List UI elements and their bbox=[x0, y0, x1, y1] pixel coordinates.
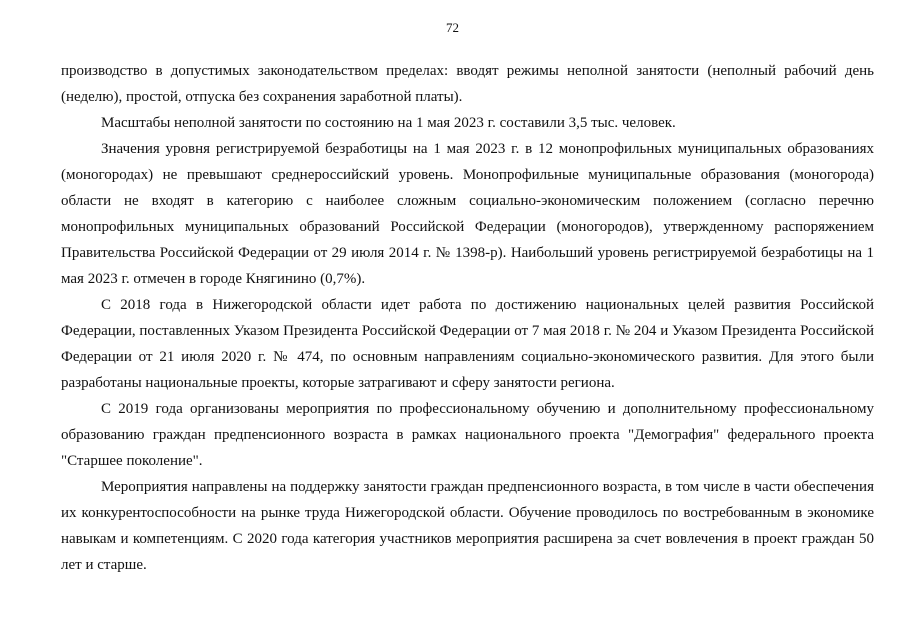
paragraph-monotown-unemployment: Значения уровня регистрируемой безработицы на 1 мая 2023 г. в 12 монопрофильных муниципальных образованиях (моногородах) не превышают среднероссийский уровень. Монопрофильные муниципальные образования (моногорода) области не входят в категорию с наиболее сложным социально-экономическим положением (согласно перечню монопрофильных муниципальных образований Российской Федерации (моногородов), утвержденному распоряжением Правительства Российской Федерации от 29 июля 2014 г. № 1398-р). Наибольший уровень регистрируемой безработицы на 1 мая 2023 г. отмечен в городе Княгинино (0,7%). bbox=[61, 141, 874, 287]
paragraph-national-goals: С 2018 года в Нижегородской области идет работа по достижению национальных целей развития Российской Федерации, поставленных Указом Президента Российской Федерации от 7 мая 2018 г. № 204 и Указом Президента Российской Федерации от 21 июля 2020 г. № 474, по основным направлениям социально-экономического развития. Для этого были разработаны национальные проекты, которые затрагивают и сферу занятости региона. bbox=[61, 297, 874, 391]
paragraph-measures-purpose: Мероприятия направлены на поддержку занятости граждан предпенсионного возраста, в том числе в части обеспечения их конкурентоспособности на рынке труда Нижегородской области. Обучение проводилось по востребованным в экономике навыкам и компетенциям. С 2020 года категория участников мероприятия расширена за счет вовлечения в проект граждан 50 лет и старше. bbox=[61, 479, 874, 573]
document-body bbox=[61, 58, 874, 578]
paragraph-continuation: производство в допустимых законодательством пределах: вводят режимы неполной занятости (неполный рабочий день (неделю), простой, отпуска без сохранения заработной платы). bbox=[61, 63, 874, 105]
paragraph-part-time-scale: Масштабы неполной занятости по состоянию на 1 мая 2023 г. составили 3,5 тыс. человек. bbox=[101, 115, 676, 131]
page-number: 72 bbox=[446, 20, 459, 35]
paragraph-preretirement-training: С 2019 года организованы мероприятия по профессиональному обучению и дополнительному профессиональному образованию граждан предпенсионного возраста в рамках национального проекта "Демография" федерального проекта "Старшее поколение". bbox=[61, 401, 874, 469]
